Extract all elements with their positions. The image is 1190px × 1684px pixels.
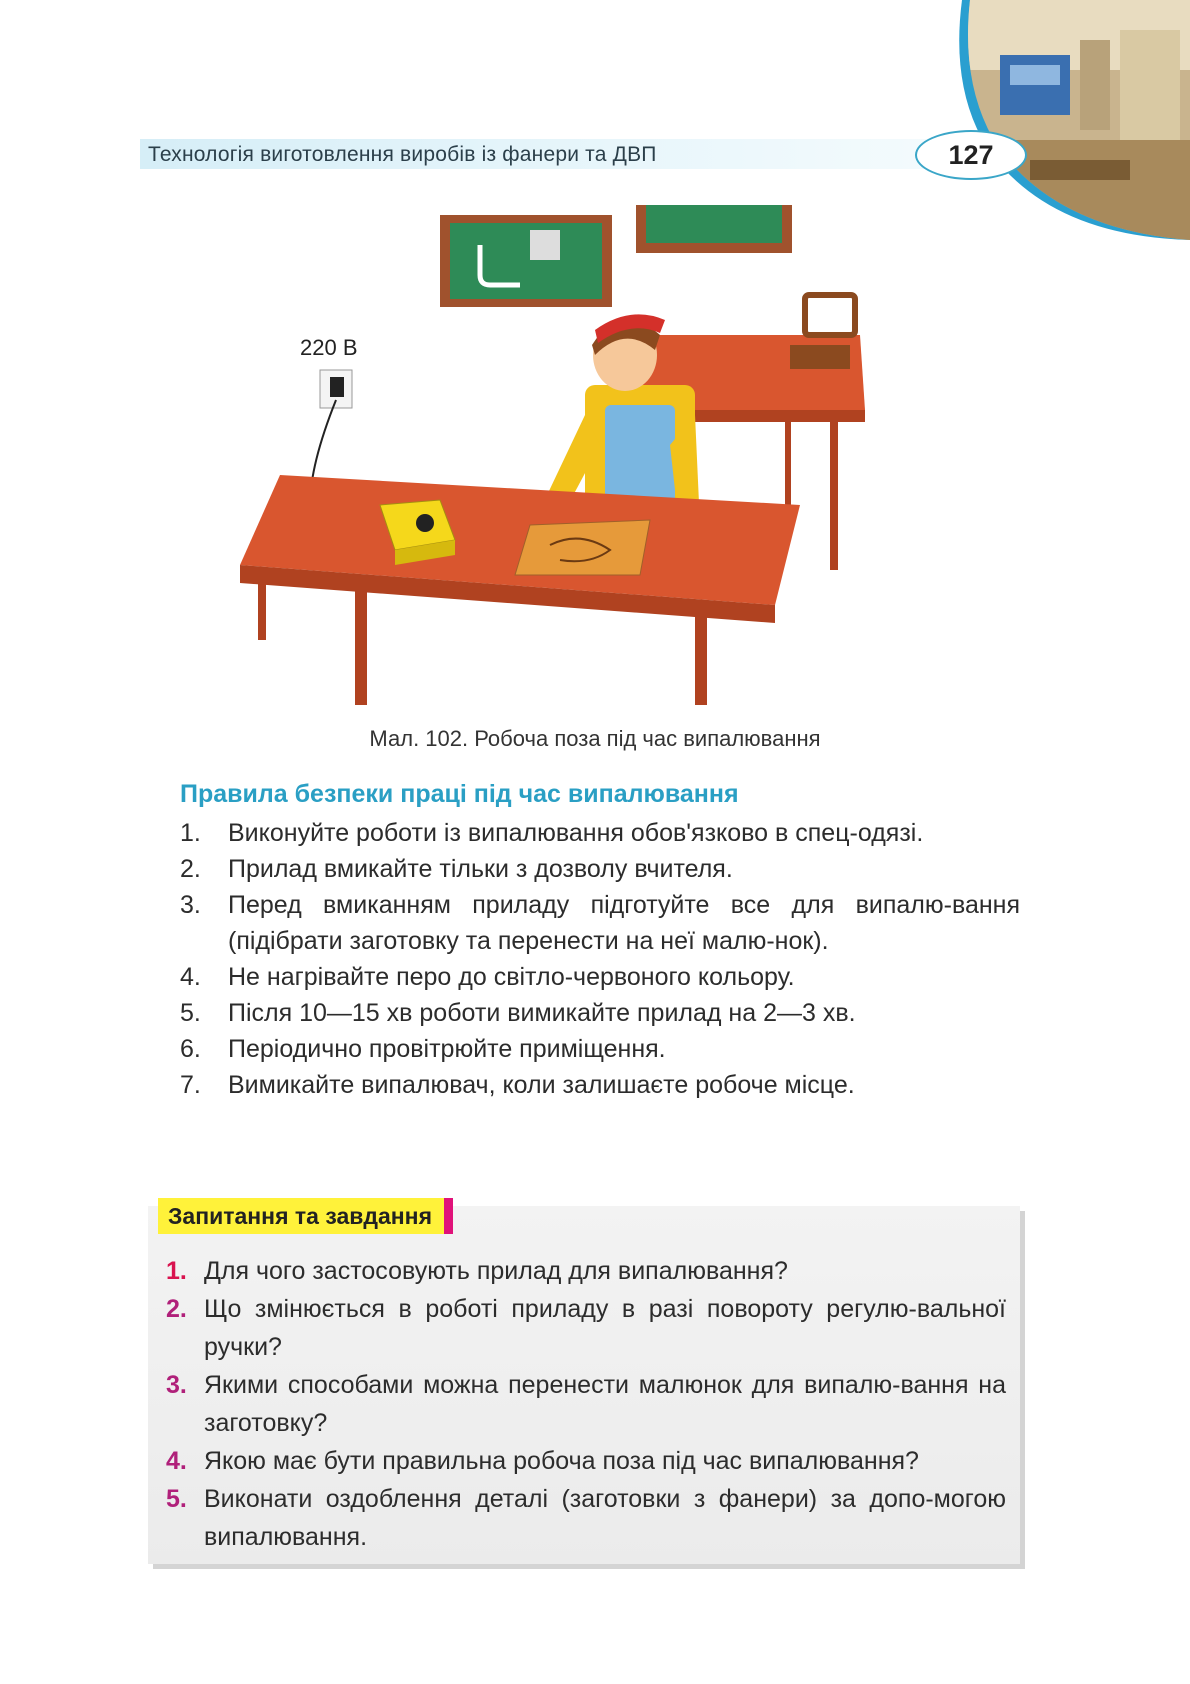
list-item <box>180 995 1020 1031</box>
list-item <box>166 1480 1006 1556</box>
list-item <box>180 1067 1020 1103</box>
list-item <box>180 887 1020 959</box>
list-item <box>166 1442 1006 1480</box>
list-item-number: 6. <box>180 1035 201 1063</box>
list-item <box>180 851 1020 887</box>
list-item-text: Періодично провітрюйте приміщення. <box>228 1035 666 1063</box>
figure-illustration <box>240 205 940 705</box>
list-item-number: 4. <box>180 963 201 991</box>
front-table <box>240 475 800 705</box>
corner-workshop-photo <box>940 0 1190 240</box>
safety-rules-list <box>180 815 1020 1103</box>
questions-heading: Запитання та завдання <box>158 1198 453 1234</box>
question-text: Що змінюється в роботі приладу в разі повороту регулю-вальної ручки? <box>204 1295 1006 1361</box>
list-item-number: 1. <box>180 819 201 847</box>
list-item <box>166 1252 1006 1290</box>
list-item <box>166 1366 1006 1442</box>
question-text: Якою має бути правильна робоча поза під час випалювання? <box>204 1447 919 1475</box>
list-item <box>166 1290 1006 1366</box>
list-item-number: 7. <box>180 1071 201 1099</box>
list-item <box>180 959 1020 995</box>
page-number: 127 <box>915 130 1027 180</box>
list-item-text: Прилад вмикайте тільки з дозволу вчителя. <box>228 855 733 883</box>
figure-caption: Мал. 102. Робоча поза під час випалювання <box>369 726 821 751</box>
list-item-number: 5. <box>180 999 201 1027</box>
plywood-workpiece <box>515 520 650 575</box>
questions-list <box>166 1252 1006 1556</box>
list-item <box>180 815 1020 851</box>
question-number: 1. <box>166 1257 187 1285</box>
question-number: 5. <box>166 1485 187 1513</box>
list-item-number: 3. <box>180 891 201 919</box>
list-item-text: Виконуйте роботи із випалювання обов'язково в спец-одязі. <box>228 819 924 847</box>
list-item-text: Вимикайте випалювач, коли залишаєте робоче місце. <box>228 1071 855 1099</box>
question-text: Якими способами можна перенести малюнок для випалю-вання на заготовку? <box>204 1371 1006 1437</box>
question-text: Для чого застосовують прилад для випалювання? <box>204 1257 788 1285</box>
running-header-title: Технологія виготовлення виробів із фанери та ДВП <box>148 143 657 166</box>
question-number: 3. <box>166 1371 187 1399</box>
list-item-text: Не нагрівайте перо до світло-червоного кольору. <box>228 963 795 991</box>
safety-rules-heading: Правила безпеки праці під час випалювання <box>180 780 739 808</box>
wall-poster-right <box>636 205 792 253</box>
list-item-number: 2. <box>180 855 201 883</box>
list-item <box>180 1031 1020 1067</box>
question-number: 4. <box>166 1447 187 1475</box>
wall-poster-left <box>440 215 612 307</box>
question-number: 2. <box>166 1295 187 1323</box>
question-text: Виконати оздоблення деталі (заготовки з фанери) за допо-могою випалювання. <box>204 1485 1006 1551</box>
list-item-text: Після 10—15 хв роботи вимикайте прилад на 2—3 хв. <box>228 999 856 1027</box>
voltage-label: 220 В <box>300 335 358 360</box>
list-item-text: Перед вмиканням приладу підготуйте все для випалю-вання (підібрати заготовку та перенести на неї малю-нок). <box>228 891 1020 955</box>
